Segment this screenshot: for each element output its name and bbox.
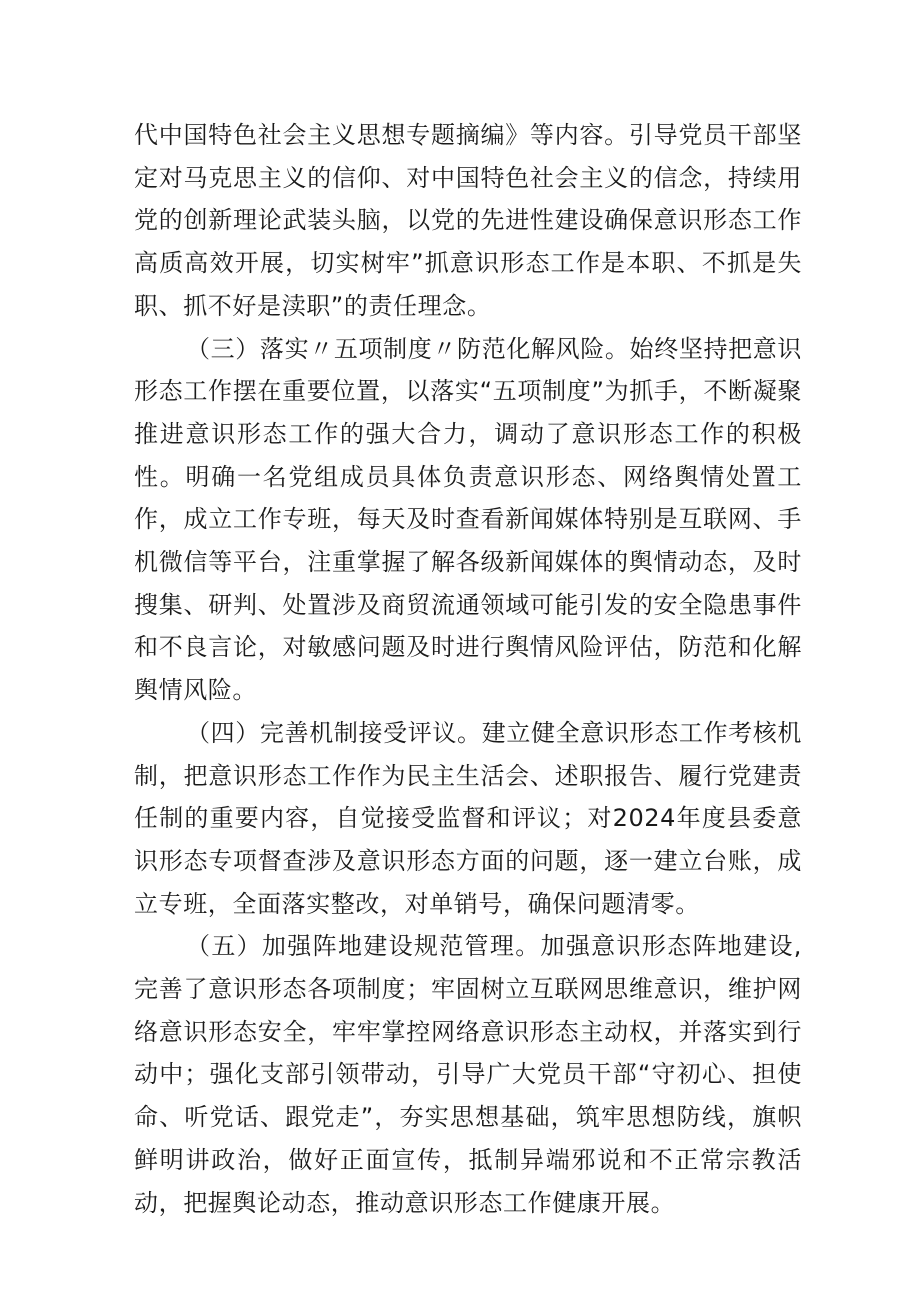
- document-body: [134, 114, 802, 1224]
- paragraph-section-3: [134, 328, 802, 712]
- section-heading-3: （三）落实〃五项制度〃防范化解风险。: [186, 334, 630, 363]
- paragraph-text: 建立健全意识形态工作考核机制，把意识形态工作作为民主生活会、述职报告、履行党建责任制的重要内容，自觉接受监督和评议；对2024年度县委意识形态专项督查涉及意识形态方面的问题，逐一建立台账，成立专班，全面落实整改，对单销号，确保问题清零。: [134, 718, 802, 918]
- section-heading-5: （五）加强阵地建设规范管理。: [186, 932, 541, 961]
- paragraph-section-4: [134, 712, 802, 926]
- paragraph-continued: [134, 114, 802, 328]
- paragraph-text: 始终坚持把意识形态工作摆在重要位置，以落实“五项制度”为抓手，不断凝聚推进意识形态工作的强大合力，调动了意识形态工作的积极性。明确一名党组成员具体负责意识形态、网络舆情处置工作，成立工作专班，每天及时查看新闻媒体特别是互联网、手机微信等平台，注重掌握了解各级新闻媒体的舆情动态，及时搜集、研判、处置涉及商贸流通领域可能引发的安全隐患事件和不良言论，对敏感问题及时进行舆情风险评估，防范和化解舆情风险。: [134, 334, 802, 705]
- paragraph-text: 代中国特色社会主义思想专题摘编》等内容。引导党员干部坚定对马克思主义的信仰、对中国特色社会主义的信念，持续用党的创新理论武装头脑，以党的先进性建设确保意识形态工作高质高效开展，切实树牢”抓意识形态工作是本职、不抓是失职、抓不好是渎职”的责任理念。: [134, 121, 802, 320]
- section-heading-4: （四）完善机制接受评议。: [186, 718, 482, 747]
- paragraph-section-5: [134, 925, 802, 1224]
- paragraph-text: 加强意识形态阵地建设,完善了意识形态各项制度；牢固树立互联网思维意识，维护网络意识形态安全，牢牢掌控网络意识形态主动权，并落实到行动中；强化支部引领带动，引导广大党员干部“守初心、担使命、听党话、跟党走”，夯实思想基础，筑牢思想防线，旗帜鲜明讲政治，做好正面宣传，抵制异端邪说和不正常宗教活动，把握舆论动态，推动意识形态工作健康开展。: [134, 932, 802, 1217]
